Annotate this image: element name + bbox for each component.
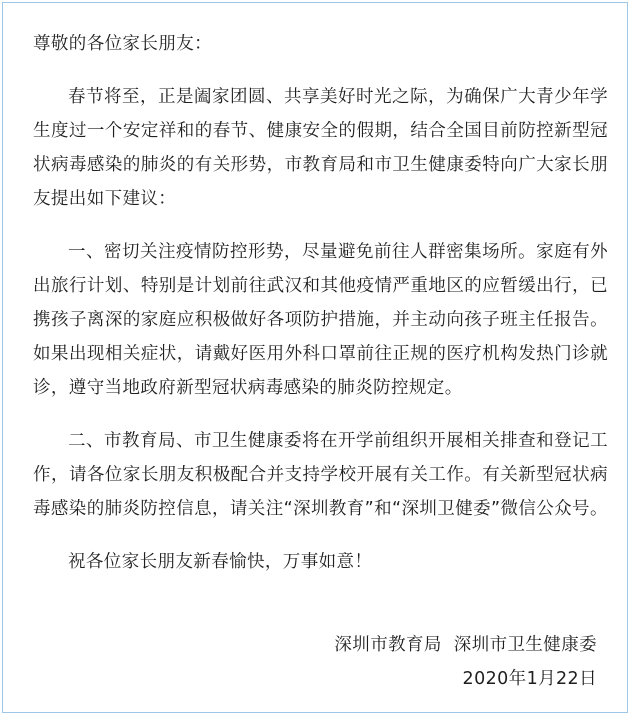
signature-block (334, 628, 597, 696)
paragraph-suggestion-2: 二、市教育局、市卫生健康委将在开学前组织开展相关排查和登记工作，请各位家长朋友积极配合并支持学校开展有关工作。有关新型冠状病毒感染的肺炎防控信息，请关注“深圳教育”和“深圳卫健委”微信公众号。 (33, 431, 608, 519)
salutation: 尊敬的各位家长朋友： (33, 34, 212, 54)
paragraph-suggestion-1: 一、密切关注疫情防控形势，尽量避免前往人群密集场所。家庭有外出旅行计划、特别是计划前往武汉和其他疫情严重地区的应暂缓出行，已携孩子离深的家庭应积极做好各项防护措施，并主动向孩子班主任报告。如果出现相关症状，请戴好医用外科口罩前往正规的医疗机构发热门诊就诊，遵守当地政府新型冠状病毒感染的肺炎防控规定。 (33, 242, 608, 398)
paragraph-intro: 春节将至，正是阖家团圆、共享美好时光之际，为确保广大青少年学生度过一个安定祥和的春节、健康安全的假期，结合全国目前防控新型冠状病毒感染的肺炎的有关形势，市教育局和市卫生健康委特向广大家长朋友提出如下建议： (33, 87, 608, 209)
paragraph-greeting: 祝各位家长朋友新春愉快，万事如意！ (68, 552, 373, 572)
signature-date: 2020年1月22日 (462, 669, 597, 689)
signature-org-education-bureau: 深圳市教育局 (334, 635, 442, 655)
letter-body (33, 27, 608, 598)
letter-frame (2, 2, 628, 713)
signature-orgs (334, 628, 597, 662)
signature-org-health-commission: 深圳市卫生健康委 (453, 635, 597, 655)
